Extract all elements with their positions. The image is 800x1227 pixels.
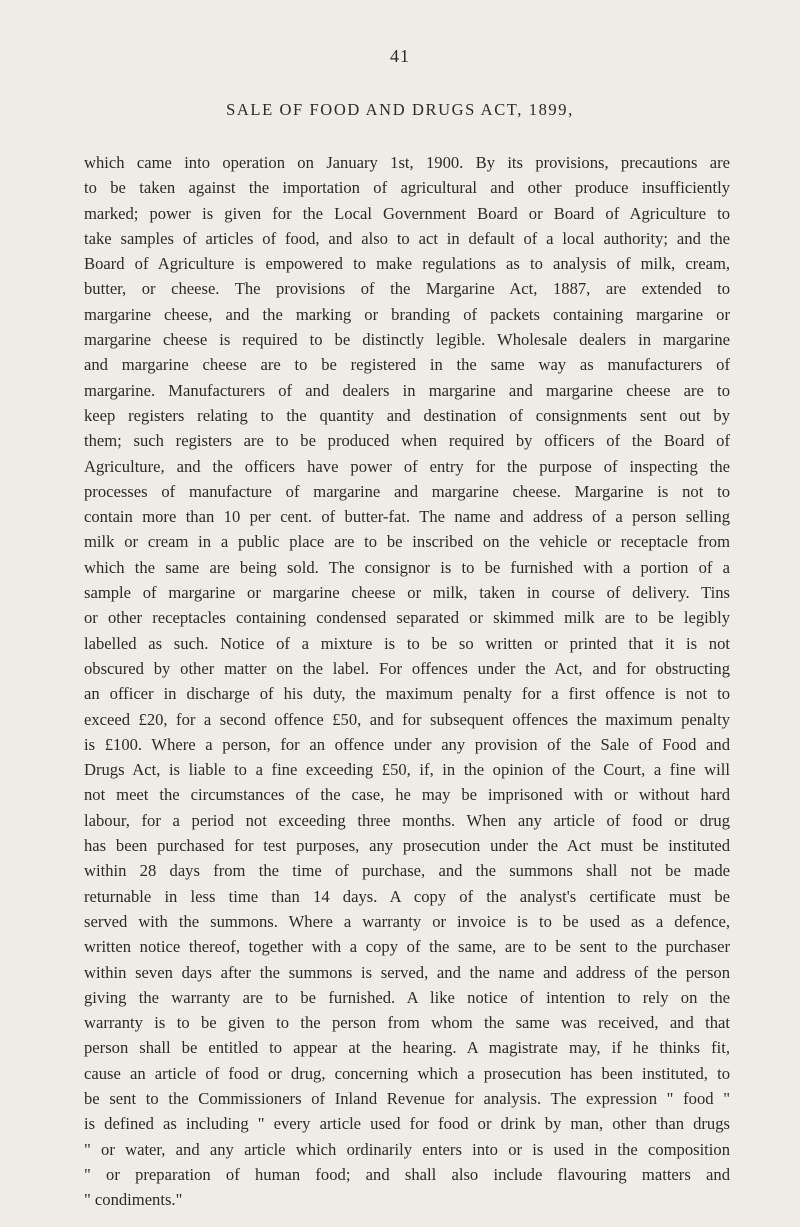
text-line: to be taken against the importation of agricultural and other produce insufficiently	[84, 178, 730, 198]
text-line: obscured by other matter on the label. For offences under the Act, and for obstructing	[84, 658, 730, 678]
text-line: or other receptacles containing condensed separated or skimmed milk are to be legibly	[84, 608, 730, 628]
text-line: keep registers relating to the quantity and destination of consignments sent out by	[84, 405, 730, 425]
text-line: is £100. Where a person, for an offence under any provision of the Sale of Food and	[84, 734, 730, 754]
text-line: within 28 days from the time of purchase, and the summons shall not be made	[84, 861, 730, 881]
text-line: Board of Agriculture is empowered to make regulations as to analysis of milk, cream,	[84, 254, 730, 274]
text-line: " condiments."	[84, 1190, 183, 1210]
text-line: " or water, and any article which ordinarily enters into or is used in the composition	[84, 1139, 730, 1159]
text-line: margarine cheese, and the marking or branding of packets containing margarine or	[84, 304, 730, 324]
text-line: labour, for a period not exceeding three months. When any article of food or drug	[84, 810, 730, 830]
text-line: butter, or cheese. The provisions of the Margarine Act, 1887, are extended to	[84, 279, 730, 299]
text-line: giving the warranty are to be furnished. A like notice of intention to rely on the	[84, 987, 730, 1007]
body-paragraph	[84, 150, 730, 1212]
text-line: an officer in discharge of his duty, the maximum penalty for a first offence is not to	[84, 684, 730, 704]
text-line: written notice thereof, together with a copy of the same, are to be sent to the purchaser	[84, 937, 730, 957]
text-line: sample of margarine or margarine cheese or milk, taken in course of delivery. Tins	[84, 583, 730, 603]
section-heading: SALE OF FOOD AND DRUGS ACT, 1899,	[226, 100, 574, 119]
text-line: exceed £20, for a second offence £50, and for subsequent offences the maximum penalty	[84, 709, 730, 729]
text-line: person shall be entitled to appear at the hearing. A magistrate may, if he thinks fit,	[84, 1038, 730, 1058]
text-line: and margarine cheese are to be registered in the same way as manufacturers of	[84, 355, 730, 375]
text-line: milk or cream in a public place are to be inscribed on the vehicle or receptacle from	[84, 532, 730, 552]
text-line: take samples of articles of food, and also to act in default of a local authority; and the	[84, 228, 730, 248]
text-line: margarine cheese is required to be distinctly legible. Wholesale dealers in margarine	[84, 330, 730, 350]
text-line: them; such registers are to be produced when required by officers of the Board of	[84, 431, 730, 451]
page-number: 41	[390, 46, 410, 66]
text-line: is defined as including " every article used for food or drink by man, other than drugs	[84, 1114, 730, 1134]
text-line: has been purchased for test purposes, any prosecution under the Act must be instituted	[84, 836, 730, 856]
text-line: " or preparation of human food; and shall also include flavouring matters and	[84, 1164, 730, 1184]
text-line: Agriculture, and the officers have power of entry for the purpose of inspecting the	[84, 456, 730, 476]
text-line: warranty is to be given to the person from whom the same was received, and that	[84, 1013, 730, 1033]
text-line: within seven days after the summons is served, and the name and address of the person	[84, 962, 730, 982]
text-line: Drugs Act, is liable to a fine exceeding £50, if, in the opinion of the Court, a fine will	[84, 760, 730, 780]
text-line: cause an article of food or drug, concerning which a prosecution has been instituted, to	[84, 1063, 730, 1083]
text-line: contain more than 10 per cent. of butter-fat. The name and address of a person selling	[84, 507, 730, 527]
text-line: processes of manufacture of margarine and margarine cheese. Margarine is not to	[84, 481, 730, 501]
text-line: labelled as such. Notice of a mixture is to be so written or printed that it is not	[84, 633, 730, 653]
text-line: served with the summons. Where a warranty or invoice is to be used as a defence,	[84, 911, 730, 931]
text-line: which the same are being sold. The consignor is to be furnished with a portion of a	[84, 557, 730, 577]
text-line: not meet the circumstances of the case, he may be imprisoned with or without hard	[84, 785, 730, 805]
text-line: returnable in less time than 14 days. A copy of the analyst's certificate must be	[84, 886, 730, 906]
text-line: which came into operation on January 1st, 1900. By its provisions, precautions are	[84, 153, 730, 172]
text-line: marked; power is given for the Local Government Board or Board of Agriculture to	[84, 203, 730, 223]
text-line: be sent to the Commissioners of Inland Revenue for analysis. The expression " food "	[84, 1088, 730, 1108]
text-line: margarine. Manufacturers of and dealers in margarine and margarine cheese are to	[84, 380, 730, 400]
